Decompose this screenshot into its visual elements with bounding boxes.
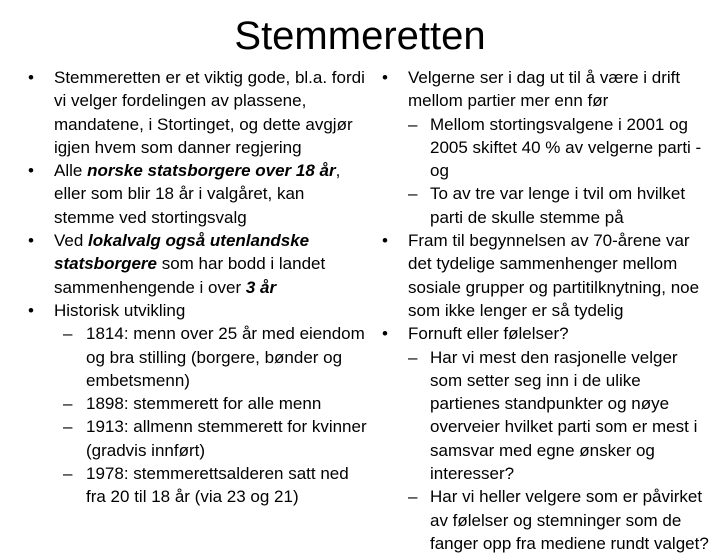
bullet-norske-statsborgere: • Alle norske statsborgere over 18 år, eller som blir 18 år i valgåret, kan stemme ved stortingsvalg: [28, 159, 368, 229]
bullet-fornuft-eller-folelser: • Fornuft eller følelser?: [382, 322, 714, 345]
sub-bullet-1978: – 1978: stemmerettsalderen satt ned fra 20 til 18 år (via 23 og 21): [63, 462, 368, 509]
sub-bullet-1814: – 1814: menn over 25 år med eiendom og bra stilling (borgere, bønder og embetsmenn): [63, 322, 368, 392]
sub-bullet-2001-2005: – Mellom stortingsvalgene i 2001 og 2005 skiftet 40 % av velgerne parti - og: [408, 113, 714, 183]
bullet-lokalvalg: • Ved lokalvalg også utenlandske statsborgere som har bodd i landet sammenhengende i over 3 år: [28, 229, 368, 299]
bullet-velgerne-i-drift: • Velgerne ser i dag ut til å være i drift mellom partier mer enn før: [382, 66, 714, 113]
emphasis-3-ar: 3 år: [245, 277, 277, 297]
bullet-70-arene: • Fram til begynnelsen av 70-årene var det tydelige sammenhenger mellom sosiale grupper og partitilknytning, noe som ikke lenger er så tydelig: [382, 229, 714, 322]
left-column: [28, 66, 368, 509]
emphasis-norske-statsborgere: norske statsborgere over 18 år: [87, 161, 336, 181]
sub-bullet-1898: – 1898: stemmerett for alle menn: [63, 392, 368, 415]
sub-bullet-1913: – 1913: allmenn stemmerett for kvinner (gradvis innført): [63, 415, 368, 462]
right-column: [382, 66, 714, 555]
bullet-historisk-utvikling: • Historisk utvikling: [28, 299, 368, 322]
bullet-stemmeretten-viktig: • Stemmeretten er et viktig gode, bl.a. fordi vi velger fordelingen av plassene, mandatene, i Stortinget, og dette avgjør igjen hvem som danner regjering: [28, 66, 368, 159]
emphasis-lokalvalg: lokalvalg også utenlandske statsborgere: [54, 231, 310, 274]
sub-bullet-rasjonelle-velger: – Har vi mest den rasjonelle velger som setter seg inn i de ulike partienes standpunkter og nøye overveier hvilket parti som er mest i samsvar med egne ønsker og interesser?: [408, 346, 714, 486]
sub-bullet-folelser: – Har vi heller velgere som er påvirket av følelser og stemninger som de fanger opp fra mediene rundt valget?: [408, 485, 714, 555]
slide-title: Stemmeretten: [234, 14, 486, 58]
sub-bullet-to-av-tre: – To av tre var lenge i tvil om hvilket parti de skulle stemme på: [408, 182, 714, 229]
